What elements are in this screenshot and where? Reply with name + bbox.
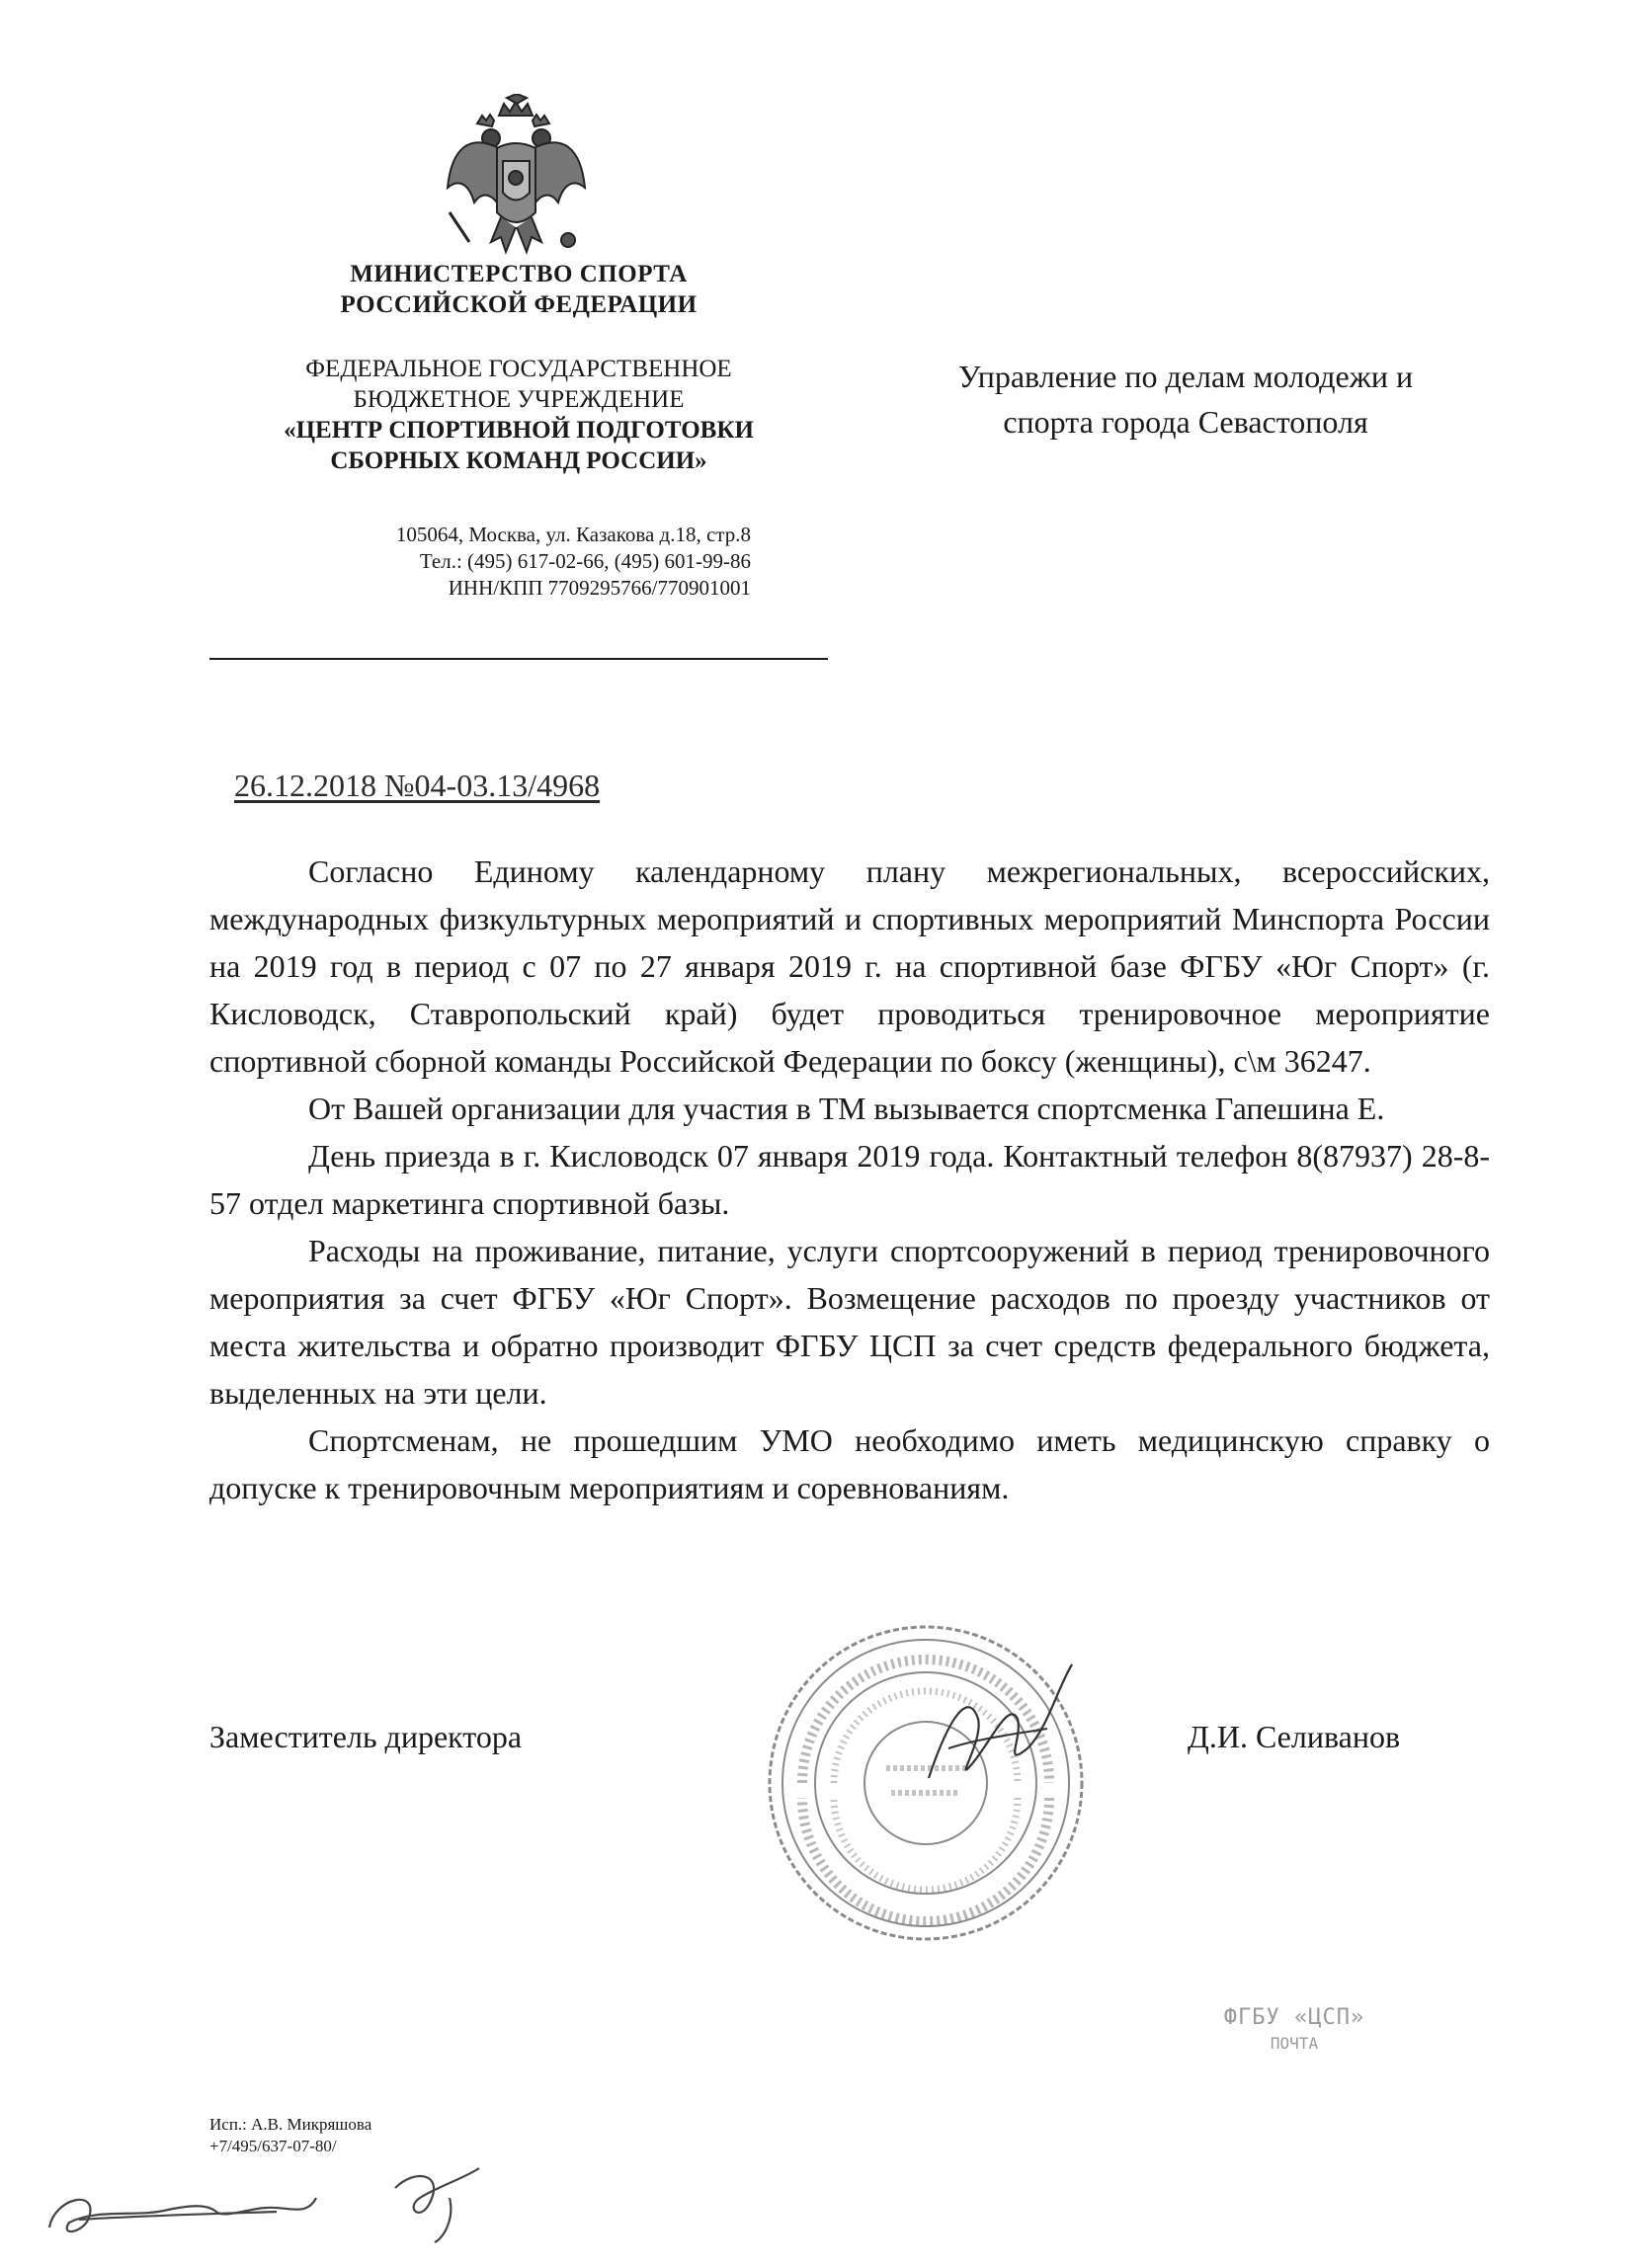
signer-position: Заместитель директора xyxy=(209,1719,523,1754)
paragraph-4: Расходы на проживание, питание, услуги спортсооружений в период тренировочного мероприятия за счет ФГБУ «Юг Спорт». Возмещение расходов по проезду участников от места жительства и обратно производит ФГБУ ЦСП за счет средств федерального бюджета, выделенных на эти цели. xyxy=(209,1233,1490,1411)
organization-name xyxy=(198,354,840,476)
paragraph-2: От Вашей организации для участия в ТМ вызывается спортсменка Гапешина Е. xyxy=(308,1091,1385,1126)
coat-of-arms-icon xyxy=(440,94,593,262)
ministry-line2: РОССИЙСКОЙ ФЕДЕРАЦИИ xyxy=(340,291,698,318)
letter-body xyxy=(209,848,1490,1511)
recipient-line2: спорта города Севастополя xyxy=(1003,404,1368,440)
org-inn: ИНН/КПП 7709295766/770901001 xyxy=(448,576,751,600)
executor-name: Исп.: А.В. Микряшова xyxy=(209,2115,372,2134)
paragraph-1: Согласно Единому календарному плану межрегиональных, всероссийских, международных физкультурных мероприятий и спортивных мероприятий Минспорта России на 2019 год в период с 07 по 27 января 2019 г. на спортивной базе ФГБУ «Юг Спорт» (г. Кисловодск, Ставропольский край) будет проводиться тренировочное мероприятие спортивной сборной команды Российской Федерации по боксу (женщины), с\м 36247. xyxy=(209,853,1490,1079)
org-line4: СБОРНЫХ КОМАНД РОССИИ» xyxy=(330,447,707,474)
mail-stamp-line1: ФГБУ «ЦСП» xyxy=(1223,2005,1365,2030)
recipient-line1: Управление по делам молодежи и xyxy=(957,359,1414,394)
org-line2: БЮДЖЕТНОЕ УЧРЕЖДЕНИЕ xyxy=(353,386,685,413)
paragraph-3: День приезда в г. Кисловодск 07 января 2019 года. Контактный телефон 8(87937) 28-8-57 отдел маркетинга спортивной базы. xyxy=(209,1138,1490,1221)
header-divider xyxy=(209,658,828,660)
executor-phone: +7/495/637-07-80/ xyxy=(209,2137,337,2155)
recipient xyxy=(869,354,1502,445)
org-line3: «ЦЕНТР СПОРТИВНОЙ ПОДГОТОВКИ xyxy=(284,417,754,444)
mail-stamp-line2: ПОЧТА xyxy=(1270,2034,1319,2053)
signature-scribble-icon xyxy=(909,1660,1077,1818)
org-address: 105064, Москва, ул. Казакова д.18, стр.8 xyxy=(395,523,751,546)
org-line1: ФЕДЕРАЛЬНОЕ ГОСУДАРСТВЕННОЕ xyxy=(305,356,732,382)
organization-contacts xyxy=(198,522,751,602)
ministry-name xyxy=(198,259,840,320)
handwritten-signature-icon xyxy=(40,2148,504,2247)
mail-stamp xyxy=(1191,2005,1398,2053)
paragraph-5: Спортсменам, не прошедшим УМО необходимо иметь медицинскую справку о допуске к тренировочным мероприятиям и соревнованиям. xyxy=(209,1422,1490,1505)
registration-number: 26.12.2018 №04-03.13/4968 xyxy=(234,768,601,803)
ministry-line1: МИНИСТЕРСТВО СПОРТА xyxy=(350,261,688,287)
org-phone: Тел.: (495) 617-02-66, (495) 601-99-86 xyxy=(419,549,751,573)
signer-name: Д.И. Селиванов xyxy=(1188,1719,1401,1754)
